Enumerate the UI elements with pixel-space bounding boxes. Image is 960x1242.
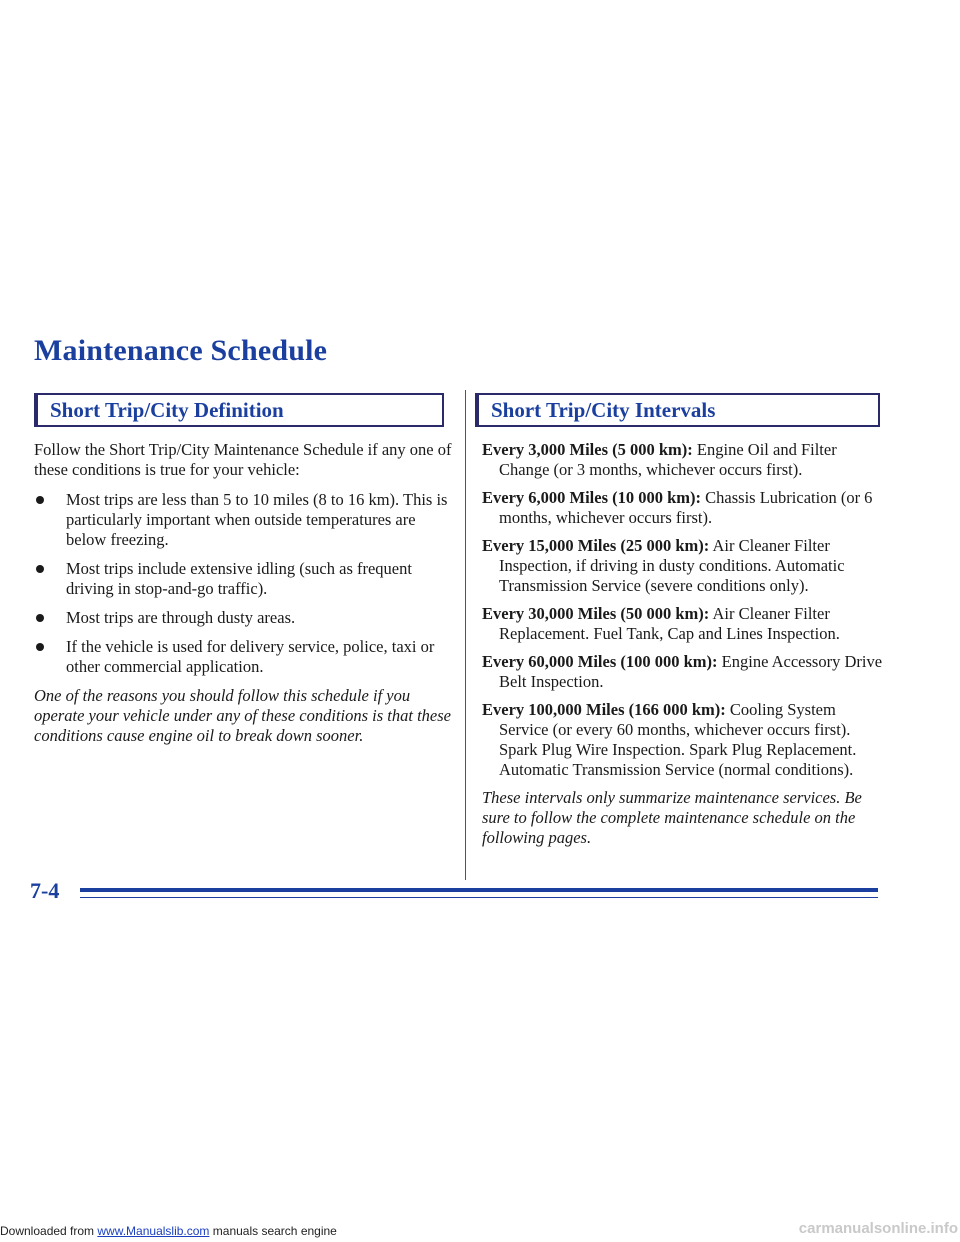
interval-text: Air Cleaner Filter Replacement. Fuel Tank, Cap and Lines Inspection. — [499, 604, 840, 643]
interval-text: Engine Oil and Filter Change (or 3 months, whichever occurs first). — [499, 440, 837, 479]
intervals-note: These intervals only summarize maintenance services. Be sure to follow the complete maintenance schedule on the following pages. — [482, 788, 862, 847]
section-heading-intervals-label: Short Trip/City Intervals — [491, 397, 716, 422]
interval-item — [482, 488, 887, 528]
interval-item — [482, 536, 887, 596]
interval-label: Every 15,000 Miles (25 000 km): — [482, 536, 710, 555]
interval-item — [482, 440, 887, 480]
section-heading-definition-label: Short Trip/City Definition — [50, 397, 284, 422]
interval-label: Every 100,000 Miles (166 000 km): — [482, 700, 726, 719]
section-heading-intervals — [475, 393, 880, 427]
list-item — [34, 490, 454, 550]
list-item-text: Most trips include extensive idling (such as frequent driving in stop-and-go traffic). — [66, 559, 412, 598]
footer-rule — [80, 888, 878, 892]
page-number: 7-4 — [30, 878, 60, 903]
interval-text: Engine Accessory Drive Belt Inspection. — [499, 652, 883, 691]
footer-rule-thin — [80, 897, 878, 898]
list-item-text: Most trips are less than 5 to 10 miles (8 to 16 km). This is particularly important when outside temperatures are below freezing. — [66, 490, 448, 549]
interval-label: Every 3,000 Miles (5 000 km): — [482, 440, 693, 459]
bullet-icon — [36, 496, 44, 504]
download-banner — [0, 1224, 337, 1238]
interval-label: Every 30,000 Miles (50 000 km): — [482, 604, 710, 623]
list-item-text: If the vehicle is used for delivery service, police, taxi or other commercial application. — [66, 637, 435, 676]
interval-item — [482, 652, 887, 692]
list-item — [34, 559, 454, 599]
interval-text: Cooling System Service (or every 60 months, whichever occurs first). Spark Plug Wire Inspection. Spark Plug Replacement. Automatic Transmission Service (normal conditions). — [499, 700, 857, 779]
interval-label: Every 60,000 Miles (100 000 km): — [482, 652, 718, 671]
page-title: Maintenance Schedule — [34, 334, 328, 367]
intervals-column — [482, 440, 887, 848]
banner-suffix: manuals search engine — [209, 1224, 337, 1238]
bullet-icon — [36, 643, 44, 651]
list-item — [34, 608, 454, 628]
interval-text: Chassis Lubrication (or 6 months, whichever occurs first). — [499, 488, 873, 527]
list-item — [34, 637, 454, 677]
interval-label: Every 6,000 Miles (10 000 km): — [482, 488, 702, 507]
bullet-icon — [36, 614, 44, 622]
column-divider — [465, 390, 466, 880]
interval-item — [482, 604, 887, 644]
banner-prefix: Downloaded from — [0, 1224, 98, 1238]
definition-column — [34, 440, 454, 746]
condition-list — [34, 490, 454, 677]
watermark: carmanualsonline.info — [798, 1220, 958, 1237]
definition-note: One of the reasons you should follow this schedule if you operate your vehicle under any of these conditions is that these conditions cause engine oil to break down sooner. — [34, 686, 451, 745]
intro-paragraph: Follow the Short Trip/City Maintenance Schedule if any one of these conditions is true for your vehicle: — [34, 440, 452, 479]
manualslib-link[interactable]: www.Manualslib.com — [97, 1224, 210, 1238]
list-item-text: Most trips are through dusty areas. — [66, 608, 296, 627]
interval-text: Air Cleaner Filter Inspection, if driving in dusty conditions. Automatic Transmission Service (severe conditions only). — [499, 536, 845, 595]
bullet-icon — [36, 565, 44, 573]
section-heading-definition — [34, 393, 444, 427]
interval-item — [482, 700, 887, 780]
